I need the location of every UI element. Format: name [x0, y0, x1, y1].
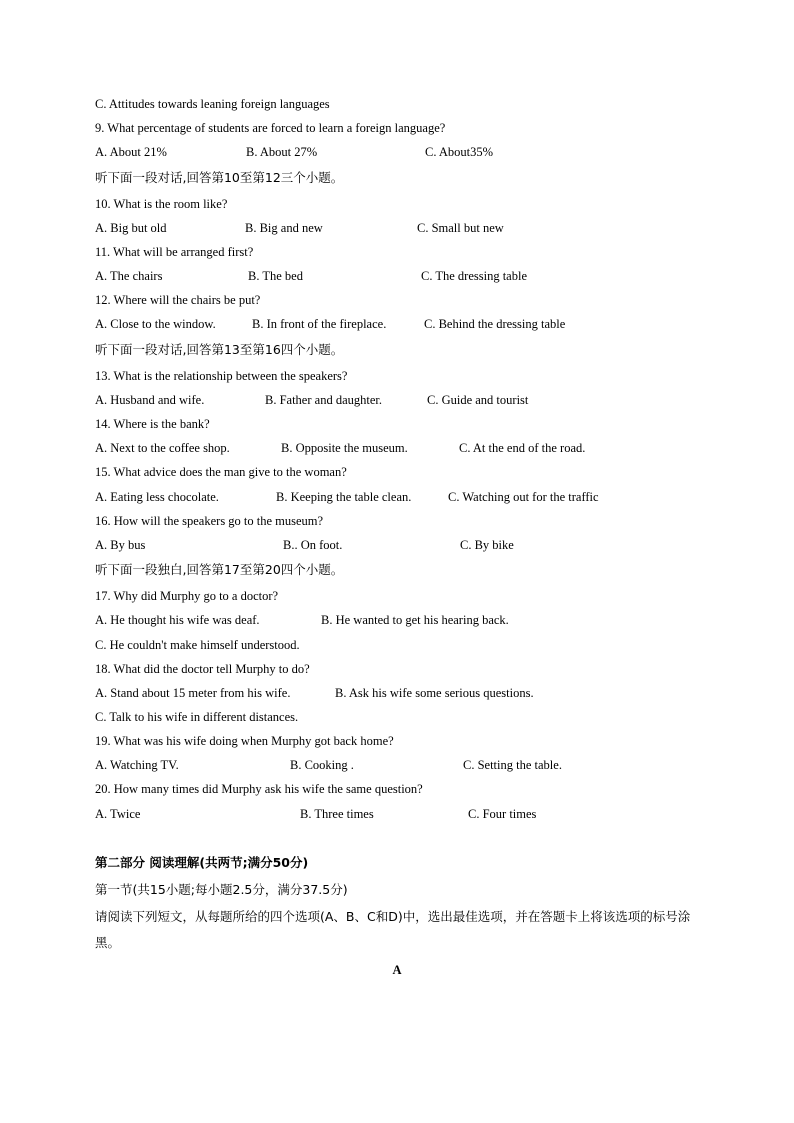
q19-option-b: B. Cooking . — [290, 758, 354, 772]
question-18: 18. What did the doctor tell Murphy to do? — [95, 662, 310, 676]
q11-option-a: A. The chairs — [95, 269, 163, 283]
q11-option-b: B. The bed — [248, 269, 303, 283]
section-one-heading: 第一节(共15小题;每小题2.5分，满分37.5分) — [95, 882, 348, 897]
passage-label: A — [392, 963, 402, 977]
q20-option-a: A. Twice — [95, 807, 141, 821]
q17-option-b: B. He wanted to get his hearing back. — [321, 613, 509, 627]
q18-option-b: B. Ask his wife some serious questions. — [335, 686, 534, 700]
q9-option-b: B. About 27% — [246, 145, 318, 159]
q12-option-c: C. Behind the dressing table — [424, 317, 566, 331]
q16-option-a: A. By bus — [95, 538, 146, 552]
q10-option-b: B. Big and new — [245, 221, 323, 235]
q13-option-c: C. Guide and tourist — [427, 393, 529, 407]
q14-option-b: B. Opposite the museum. — [281, 441, 408, 455]
q10-option-a: A. Big but old — [95, 221, 167, 235]
q19-option-a: A. Watching TV. — [95, 758, 179, 772]
part-two-heading: 第二部分 阅读理解(共两节;满分50分) — [95, 855, 309, 870]
section-instruction-17-20: 听下面一段独白,回答第17至第20四个小题。 — [95, 562, 344, 577]
q18-option-c: C. Talk to his wife in different distances. — [95, 710, 299, 724]
question-16: 16. How will the speakers go to the museum? — [95, 514, 324, 528]
q14-option-a: A. Next to the coffee shop. — [95, 441, 230, 455]
q12-option-a: A. Close to the window. — [95, 317, 216, 331]
q18-option-a: A. Stand about 15 meter from his wife. — [95, 686, 291, 700]
section-instruction-13-16: 听下面一段对话,回答第13至第16四个小题。 — [95, 342, 344, 357]
question-10: 10. What is the room like? — [95, 197, 228, 211]
q16-option-b: B.. On foot. — [283, 538, 343, 552]
question-17: 17. Why did Murphy go to a doctor? — [95, 589, 279, 603]
question-9: 9. What percentage of students are forced to learn a foreign language? — [95, 121, 446, 135]
q13-option-a: A. Husband and wife. — [95, 393, 205, 407]
q13-option-b: B. Father and daughter. — [265, 393, 382, 407]
question-15: 15. What advice does the man give to the woman? — [95, 465, 347, 479]
section-instruction-10-12: 听下面一段对话,回答第10至第12三个小题。 — [95, 170, 344, 185]
q17-option-a: A. He thought his wife was deaf. — [95, 613, 260, 627]
q15-option-c: C. Watching out for the traffic — [448, 490, 599, 504]
q16-option-c: C. By bike — [460, 538, 514, 552]
q14-option-c: C. At the end of the road. — [459, 441, 586, 455]
question-14: 14. Where is the bank? — [95, 417, 210, 431]
question-13: 13. What is the relationship between the speakers? — [95, 369, 348, 383]
question-12: 12. Where will the chairs be put? — [95, 293, 261, 307]
q15-option-b: B. Keeping the table clean. — [276, 490, 412, 504]
q9-option-a: A. About 21% — [95, 145, 167, 159]
q12-option-b: B. In front of the fireplace. — [252, 317, 387, 331]
q9-option-c: C. About35% — [425, 145, 494, 159]
question-19: 19. What was his wife doing when Murphy got back home? — [95, 734, 394, 748]
q20-option-b: B. Three times — [300, 807, 374, 821]
question-20: 20. How many times did Murphy ask his wife the same question? — [95, 782, 423, 796]
q20-option-c: C. Four times — [468, 807, 537, 821]
q11-option-c: C. The dressing table — [421, 269, 527, 283]
reading-instructions: 请阅读下列短文，从每题所给的四个选项(A、B、C和D)中，选出最佳选项，并在答题卡上将该选项的标号涂黑。 — [95, 909, 691, 950]
q15-option-a: A. Eating less chocolate. — [95, 490, 219, 504]
question-11: 11. What will be arranged first? — [95, 245, 254, 259]
q8-option-c: C. Attitudes towards leaning foreign languages — [95, 97, 330, 111]
q17-option-c: C. He couldn't make himself understood. — [95, 638, 300, 652]
q19-option-c: C. Setting the table. — [463, 758, 562, 772]
q10-option-c: C. Small but new — [417, 221, 504, 235]
